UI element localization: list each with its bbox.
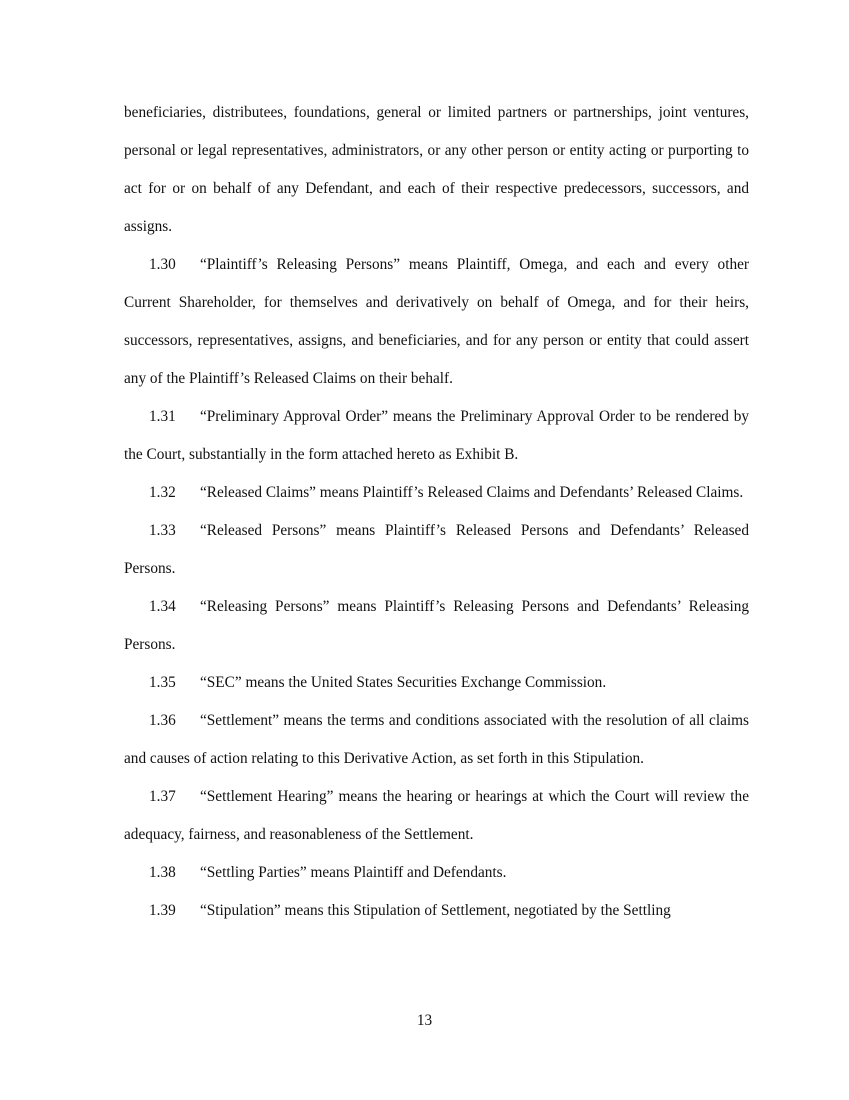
definition-1-36 <box>124 702 749 778</box>
definition-number: 1.33 <box>149 522 176 539</box>
definition-1-35 <box>124 664 749 702</box>
definition-text: “Preliminary Approval Order” means the Preliminary Approval Order to be rendered by the Court, substantially in the form attached hereto as Exhibit B. <box>124 408 749 463</box>
definition-text: “Settling Parties” means Plaintiff and Defendants. <box>200 864 507 881</box>
definition-text: “Released Persons” means Plaintiff’s Released Persons and Defendants’ Released Persons. <box>124 522 749 577</box>
definition-1-34 <box>124 588 749 664</box>
definition-number: 1.35 <box>149 674 176 691</box>
document-body <box>124 94 749 930</box>
definition-number: 1.36 <box>149 712 176 729</box>
definition-1-32 <box>124 474 749 512</box>
definition-1-31 <box>124 398 749 474</box>
definition-number: 1.39 <box>149 902 176 919</box>
definition-number: 1.30 <box>149 256 176 273</box>
definition-text: “Settlement Hearing” means the hearing or hearings at which the Court will review the adequacy, fairness, and reasonableness of the Settlement. <box>124 788 749 843</box>
definition-1-33 <box>124 512 749 588</box>
definition-text: “SEC” means the United States Securities Exchange Commission. <box>200 674 607 691</box>
definition-number: 1.38 <box>149 864 176 881</box>
definition-1-37 <box>124 778 749 854</box>
page-number: 13 <box>416 1012 433 1029</box>
definition-number: 1.37 <box>149 788 176 805</box>
definition-number: 1.32 <box>149 484 176 501</box>
definition-text: “Releasing Persons” means Plaintiff’s Releasing Persons and Defendants’ Releasing Persons. <box>124 598 749 653</box>
definition-1-38 <box>124 854 749 892</box>
definition-text: “Settlement” means the terms and conditions associated with the resolution of all claims and causes of action relating to this Derivative Action, as set forth in this Stipulation. <box>124 712 749 767</box>
definition-number: 1.34 <box>149 598 176 615</box>
continuation-paragraph: beneficiaries, distributees, foundations, general or limited partners or partnerships, joint ventures, personal or legal representatives, administrators, or any other person or entity acting or purporting to act for or on behalf of any Defendant, and each of their respective predecessors, successors, and assigns. <box>124 104 749 235</box>
definition-1-39 <box>124 892 749 930</box>
definition-1-30 <box>124 246 749 398</box>
definition-number: 1.31 <box>149 408 176 425</box>
definition-text: “Plaintiff’s Releasing Persons” means Plaintiff, Omega, and each and every other Current Shareholder, for themselves and derivatively on behalf of Omega, and for their heirs, successors, representatives, assigns, and beneficiaries, and for any person or entity that could assert any of the Plaintiff’s Released Claims on their behalf. <box>124 256 749 387</box>
definition-text: “Released Claims” means Plaintiff’s Released Claims and Defendants’ Released Claims. <box>200 484 744 501</box>
definition-text: “Stipulation” means this Stipulation of Settlement, negotiated by the Settling <box>200 902 671 919</box>
